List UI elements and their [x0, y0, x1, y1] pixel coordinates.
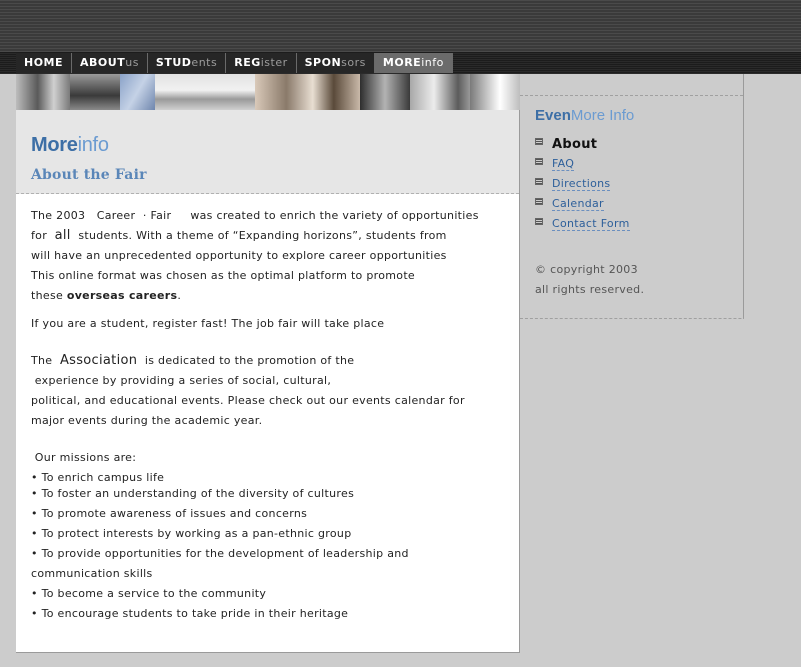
photo-face: [255, 74, 360, 110]
para1-line1: The 2003 Career · Fair was created to enrich the variety of opportunities: [31, 209, 479, 222]
para1-line4: This online format was chosen as the optimal platform to promote: [31, 269, 416, 282]
sidebar: [520, 74, 744, 319]
tab-moreinfo-suffix: info: [421, 56, 444, 69]
para3-line1: [31, 351, 501, 371]
divider: [520, 95, 743, 96]
tab-students[interactable]: [148, 53, 226, 73]
text-span: experience by providing a series of social, cultural,: [34, 374, 332, 387]
sidebar-item-label: About: [552, 136, 598, 152]
para3-line4: major events during the academic year.: [31, 414, 263, 427]
mission-item: • To protect interests by working as a pan-ethnic group: [31, 527, 352, 540]
text-span: overseas careers: [66, 289, 178, 302]
rights-line: all rights reserved.: [535, 283, 645, 296]
para2: If you are a student, register fast! The job fair will take place: [31, 317, 385, 330]
list-bullet-icon: [535, 218, 543, 225]
text-span: Career: [96, 209, 136, 222]
tab-home-label: HOME: [24, 56, 64, 69]
tab-sponsors-suffix: sors: [341, 56, 366, 69]
list-bullet-icon: [535, 198, 543, 205]
sidebar-item-directions[interactable]: [535, 174, 630, 194]
mission-item: • To provide opportunities for the development of leadership and: [31, 547, 409, 560]
text-span: was created to enrich the variety of opportunities: [190, 209, 479, 222]
text-span: Our missions are:: [34, 451, 137, 464]
right-rail: [744, 74, 801, 319]
photo-blue-tint: [120, 74, 155, 110]
tab-moreinfo-label: MORE: [382, 56, 422, 69]
mission-item: • To foster an understanding of the diversity of cultures: [31, 487, 355, 500]
para1-line5: [31, 286, 501, 306]
sidebar-title: [535, 107, 634, 125]
tab-register-suffix: ister: [260, 56, 288, 69]
list-bullet-icon: [535, 158, 543, 165]
mission-item: • To encourage students to take pride in their heritage: [31, 607, 349, 620]
section-subtitle: About the Fair: [31, 167, 147, 183]
mission-item: communication skills: [31, 567, 153, 580]
page-title: [31, 133, 109, 157]
sidebar-menu: [535, 134, 630, 234]
tab-register-label: REG: [234, 56, 261, 69]
mission-item: • To become a service to the community: [31, 587, 267, 600]
tab-sponsors[interactable]: [297, 53, 375, 73]
sidebar-item-label[interactable]: Calendar: [552, 197, 604, 210]
sidebar-item-faq[interactable]: [535, 154, 630, 174]
photo-smile: [410, 74, 470, 110]
text-span: .: [177, 289, 182, 302]
sidebar-item-calendar[interactable]: [535, 194, 630, 214]
missions-heading: [31, 448, 501, 468]
header-band: [0, 0, 801, 52]
text-span: for: [31, 229, 48, 242]
photo-strip: [16, 74, 520, 110]
para1-line3: will have an unprecedented opportunity to explore career opportunities: [31, 249, 447, 262]
tab-students-suffix: ents: [191, 56, 218, 69]
text-span: The: [31, 354, 53, 367]
sidebar-title-bold: Even: [535, 107, 571, 124]
sidebar-title-light: More Info: [570, 107, 635, 124]
copyright: [535, 260, 644, 300]
list-bullet-icon: [535, 178, 543, 185]
sidebar-item-label[interactable]: Contact Form: [552, 217, 630, 230]
mission-item: • To enrich campus life: [31, 471, 165, 484]
mission-item: • To promote awareness of issues and concerns: [31, 507, 308, 520]
page-title-bold: More: [31, 134, 78, 156]
text-span: students. With a theme of “Expanding horizons”, students from: [78, 229, 447, 242]
tab-home[interactable]: [16, 53, 72, 73]
photo-portrait: [360, 74, 410, 110]
sidebar-item-contact[interactable]: [535, 214, 630, 234]
title-box: [16, 110, 519, 194]
sidebar-item-label[interactable]: FAQ: [552, 157, 575, 170]
photo-crowd: [70, 74, 120, 110]
tab-moreinfo[interactable]: [375, 53, 453, 73]
para3-line2: [31, 371, 501, 391]
tab-students-label: STUD: [155, 56, 192, 69]
sidebar-item-about[interactable]: [535, 134, 630, 154]
para3-line3: political, and educational events. Please check out our events calendar for: [31, 394, 465, 407]
copyright-line: © copyright 2003: [535, 263, 638, 276]
text-span: Fair: [150, 209, 172, 222]
text-span: is dedicated to the promotion of the: [144, 354, 355, 367]
text-span: The 2003: [31, 209, 86, 222]
tab-about[interactable]: [72, 53, 148, 73]
text-span: these: [31, 289, 64, 302]
tab-sponsors-label: SPON: [304, 56, 342, 69]
sidebar-item-label[interactable]: Directions: [552, 177, 611, 190]
page-title-light: info: [77, 134, 109, 156]
photo-people: [16, 74, 70, 110]
text-span: Association: [59, 353, 138, 368]
photo-bridge: [155, 74, 255, 110]
text-span: all: [54, 228, 71, 243]
photo-edge: [470, 74, 520, 110]
tab-about-label: ABOUT: [80, 56, 126, 69]
para1-line2: [31, 226, 501, 246]
tab-register[interactable]: [226, 53, 296, 73]
main-content: [16, 110, 520, 653]
tab-about-suffix: us: [125, 56, 139, 69]
list-bullet-icon: [535, 138, 543, 145]
nav-bar: [0, 52, 801, 74]
body-text: [31, 206, 501, 624]
